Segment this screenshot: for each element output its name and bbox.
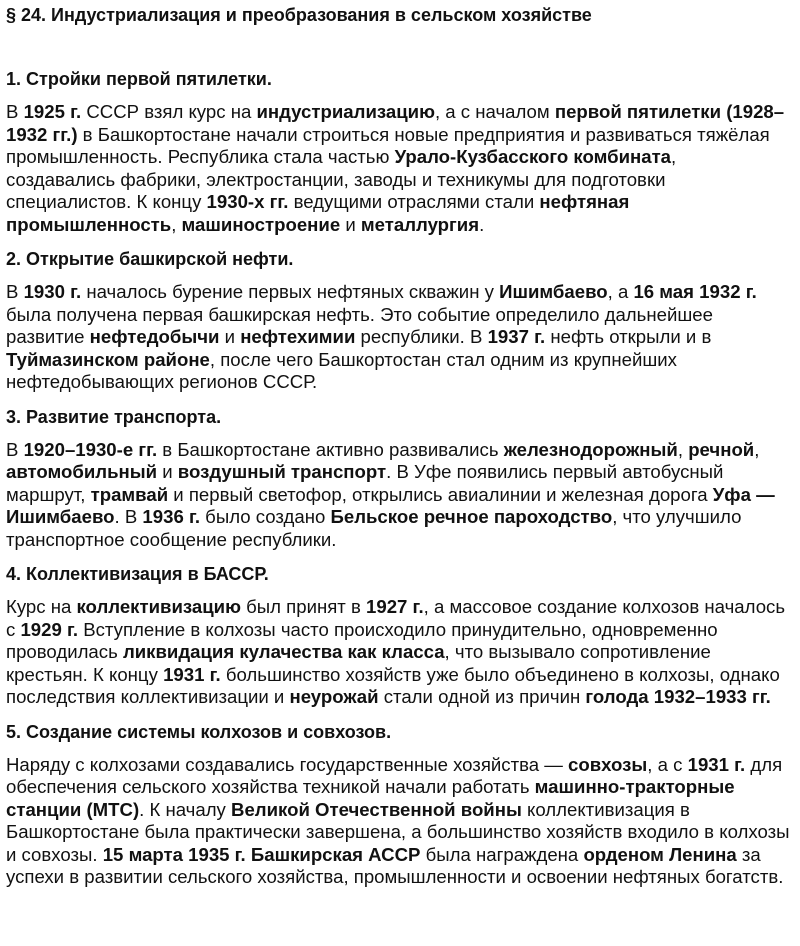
section-5 bbox=[6, 721, 790, 889]
bold-term: 1931 г. bbox=[687, 753, 746, 775]
bold-term: 1925 г. bbox=[23, 101, 82, 122]
text-run: была награждена bbox=[420, 843, 584, 865]
text-run: Курс на bbox=[6, 596, 77, 617]
text-run: нефть открыли и в bbox=[545, 326, 712, 347]
bold-term: Великой Отечественной войны bbox=[231, 798, 522, 820]
bold-term: машинно-тракторные станции (МТС) bbox=[6, 776, 735, 820]
text-run: началось бурение первых нефтяных скважин у bbox=[81, 281, 500, 302]
text-run: . В Уфе появились первый автобусный маршрут, bbox=[6, 461, 724, 505]
text-run: в Башкортостане активно развивались bbox=[157, 438, 504, 460]
bold-term: нефтяная промышленность bbox=[6, 191, 630, 235]
text-run: и bbox=[157, 461, 178, 482]
text-run: и bbox=[219, 326, 241, 347]
bold-term: воздушный транспорт bbox=[177, 461, 387, 482]
section-3 bbox=[6, 406, 790, 552]
section-heading: 5. Создание системы колхозов и совхозов. bbox=[6, 721, 392, 742]
bold-term: 1937 г. bbox=[487, 326, 546, 347]
section-2 bbox=[6, 248, 790, 394]
text-run: был принят в bbox=[240, 596, 367, 617]
bold-term: Уфа — Ишимбаево bbox=[6, 483, 775, 527]
text-run: , а с bbox=[647, 753, 688, 775]
text-run: и первый светофор, открылись авиалинии и железная дорога bbox=[168, 483, 713, 505]
bold-term: 15 марта 1935 г. Башкирская АССР bbox=[102, 843, 421, 865]
section-paragraph bbox=[6, 754, 790, 889]
text-run: было создано bbox=[200, 506, 331, 527]
section-heading: 2. Открытие башкирской нефти. bbox=[6, 249, 294, 269]
section-4 bbox=[6, 563, 790, 709]
bold-term: нефтехимии bbox=[240, 326, 356, 347]
section-1 bbox=[6, 68, 790, 236]
section-heading: 4. Коллективизация в БАССР. bbox=[6, 564, 269, 584]
text-run: В bbox=[6, 101, 24, 122]
text-run: , bbox=[754, 438, 760, 460]
bold-term: речной bbox=[688, 438, 755, 460]
bold-term: неурожай bbox=[289, 686, 379, 707]
text-run: большинство хозяйств уже было объединено в колхозы, однако последствия коллективизации и bbox=[6, 663, 780, 707]
bold-term: 1927 г. bbox=[366, 596, 424, 617]
text-run: . К началу bbox=[139, 798, 232, 820]
bold-term: железнодорожный bbox=[503, 438, 678, 460]
text-run: для обеспечения сельского хозяйства техникой начали работать bbox=[6, 753, 783, 797]
section-paragraph bbox=[6, 596, 790, 709]
bold-term: 1930 г. bbox=[23, 281, 82, 302]
text-run: , bbox=[171, 213, 182, 235]
bold-term: 16 мая 1932 г. bbox=[633, 281, 757, 302]
bold-term: орденом Ленина bbox=[583, 843, 737, 865]
section-heading: 3. Развитие транспорта. bbox=[6, 406, 222, 427]
bold-term: голода 1932–1933 гг. bbox=[585, 686, 771, 707]
text-run: Наряду с колхозами создавались государственные хозяйства — bbox=[6, 753, 569, 775]
text-run: коллективизация в Башкортостане была практически завершена, а большинство хозяйств входило в колхозы и совхозы. bbox=[6, 798, 790, 865]
text-run: , а bbox=[607, 281, 634, 302]
section-paragraph bbox=[6, 281, 790, 394]
text-run: республики. В bbox=[355, 326, 488, 347]
section-paragraph bbox=[6, 439, 790, 552]
section-paragraph bbox=[6, 101, 790, 236]
text-run: и bbox=[340, 213, 361, 235]
text-run: была получена первая башкирская нефть. Это событие определило дальнейшее развитие bbox=[6, 303, 713, 347]
text-run: СССР взял курс на bbox=[81, 101, 257, 122]
text-run: , bbox=[677, 438, 689, 460]
text-run: . bbox=[479, 213, 485, 235]
bold-term: совхозы bbox=[568, 753, 648, 775]
bold-term: машиностроение bbox=[181, 213, 341, 235]
bold-term: 1929 г. bbox=[20, 618, 79, 640]
text-run: в Башкортостане начали строиться новые предприятия и развиваться тяжёлая промышленность. Республика стала частью bbox=[6, 123, 770, 167]
text-run: Вступление в колхозы часто происходило принудительно, одновременно проводилась bbox=[6, 618, 718, 662]
text-run: , а массовое создание колхозов началось с bbox=[6, 596, 786, 640]
bold-term: Бельское речное пароходство bbox=[330, 506, 613, 527]
bold-term: автомобильный bbox=[6, 461, 158, 482]
text-run: , после чего Башкортостан стал одним из крупнейших нефтедобывающих регионов СССР. bbox=[6, 348, 677, 392]
bold-term: трамвай bbox=[90, 483, 169, 505]
text-run: за успехи в развитии сельского хозяйства, промышленности и освоении нефтяных богатств. bbox=[6, 843, 784, 887]
bold-term: Урало-Кузбасского комбината bbox=[394, 146, 672, 167]
bold-term: металлургия bbox=[360, 213, 480, 235]
text-run: , а с началом bbox=[434, 101, 555, 122]
bold-term: 1920–1930-е гг. bbox=[23, 438, 158, 460]
bold-term: Ишимбаево bbox=[499, 281, 608, 302]
bold-term: 1931 г. bbox=[163, 663, 221, 685]
bold-term: Туймазинском районе bbox=[6, 348, 210, 370]
text-run: В bbox=[6, 281, 24, 302]
text-run: В bbox=[6, 438, 24, 460]
bold-term: индустриализацию bbox=[256, 101, 435, 122]
bold-term: нефтедобычи bbox=[89, 326, 220, 347]
text-run: , создавались фабрики, электростанции, заводы и техникумы для подготовки специалистов. К концу bbox=[6, 146, 677, 212]
bold-term: 1930-х гг. bbox=[206, 191, 289, 212]
page-title: § 24. Индустриализация и преобразования в сельском хозяйстве bbox=[6, 5, 592, 25]
section-heading: 1. Стройки первой пятилетки. bbox=[6, 69, 272, 89]
text-run: , что улучшило транспортное сообщение республики. bbox=[6, 506, 742, 550]
bold-term: ликвидация кулачества как класса bbox=[122, 641, 445, 662]
bold-term: коллективизацию bbox=[76, 596, 241, 617]
text-run: стали одной из причин bbox=[378, 686, 586, 707]
text-run: ведущими отраслями стали bbox=[288, 191, 540, 212]
text-run: . В bbox=[114, 506, 143, 527]
bold-term: первой пятилетки (1928–1932 гг.) bbox=[6, 101, 785, 145]
text-run: , что вызывало сопротивление крестьян. К концу bbox=[6, 641, 711, 685]
bold-term: 1936 г. bbox=[142, 506, 201, 527]
